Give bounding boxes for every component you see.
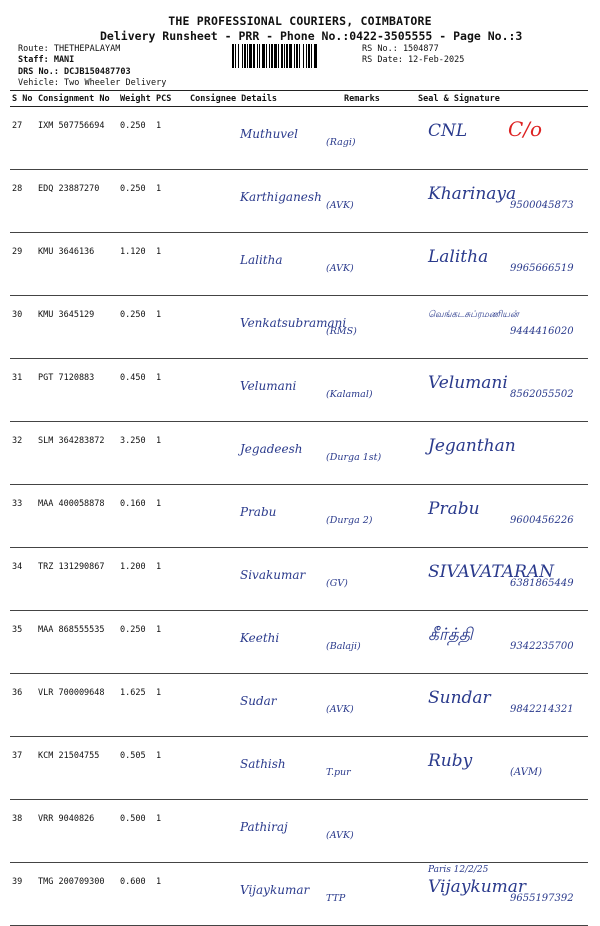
consignee-details (188, 422, 342, 485)
consignee-name: Velumani (240, 379, 297, 393)
consignee-name: Sathish (240, 757, 286, 771)
remarks (326, 296, 398, 359)
table-row (10, 737, 588, 800)
consignee-details (188, 485, 342, 548)
consignee-name: Karthiganesh (240, 190, 322, 204)
signature-text: Velumani (428, 373, 508, 393)
consignee-details (188, 737, 342, 800)
barcode-bar (306, 44, 307, 68)
seal-signature (398, 863, 588, 926)
barcode-bar (294, 44, 295, 68)
table-row (10, 422, 588, 485)
remark-text: (AVK) (326, 200, 354, 211)
table-header-row (10, 91, 588, 107)
table-row (10, 548, 588, 611)
pieces: 1 (154, 170, 188, 233)
consignee-name: Muthuvel (240, 127, 299, 141)
consignment-number: TMG 200709300 (36, 863, 118, 926)
column-header: Remarks (342, 91, 398, 107)
barcode-bar (286, 44, 288, 68)
weight: 0.250 (118, 296, 154, 359)
barcode-bar (269, 44, 270, 68)
consignee-name: Keethi (240, 631, 280, 645)
consignee-name: Jegadeesh (240, 442, 303, 456)
pieces: 1 (154, 674, 188, 737)
remark-text: (Ragi) (326, 137, 356, 148)
remarks (326, 485, 398, 548)
serial-number: 35 (10, 611, 36, 674)
weight: 0.250 (118, 611, 154, 674)
seal-signature (398, 107, 588, 170)
barcode-bar (242, 44, 243, 68)
table-row (10, 611, 588, 674)
seal-signature (398, 359, 588, 422)
pieces: 1 (154, 485, 188, 548)
consignee-name: Venkatsubramani (240, 316, 347, 330)
seal-signature (398, 233, 588, 296)
consignee-details (188, 359, 342, 422)
signature-text: வெங்கடசுப்ரமணியன் (428, 310, 519, 320)
signature-text: Lalitha (428, 247, 489, 267)
table-row (10, 296, 588, 359)
serial-number: 27 (10, 107, 36, 170)
pieces: 1 (154, 107, 188, 170)
serial-number: 30 (10, 296, 36, 359)
pieces: 1 (154, 863, 188, 926)
drs-number: DRS No.: DCJB150487703 (18, 67, 131, 77)
remark-text: (Durga 2) (326, 515, 373, 526)
consignment-number: SLM 364283872 (36, 422, 118, 485)
pieces: 1 (154, 737, 188, 800)
seal-signature (398, 548, 588, 611)
weight: 3.250 (118, 422, 154, 485)
table-row (10, 800, 588, 863)
weight: 0.505 (118, 737, 154, 800)
remarks (326, 674, 398, 737)
remark-text: T.pur (326, 767, 351, 778)
remarks (326, 107, 398, 170)
table-row (10, 863, 588, 926)
barcode-bar (303, 44, 304, 68)
barcode-bar (281, 44, 283, 68)
pieces: 1 (154, 296, 188, 359)
barcode (232, 44, 356, 68)
signature-date: Paris 12/2/25 (428, 865, 489, 875)
signature-text: Jeganthan (428, 436, 516, 456)
weight: 0.160 (118, 485, 154, 548)
consignment-number: VRR 9040826 (36, 800, 118, 863)
barcode-bar (296, 44, 298, 68)
serial-number: 36 (10, 674, 36, 737)
table-row (10, 674, 588, 737)
signature-text: Vijaykumar (428, 877, 527, 897)
barcode-bar (266, 44, 267, 68)
pieces: 1 (154, 422, 188, 485)
remarks (326, 422, 398, 485)
weight: 0.450 (118, 359, 154, 422)
remarks (326, 800, 398, 863)
seal-signature (398, 170, 588, 233)
pieces: 1 (154, 800, 188, 863)
seal-signature (398, 800, 588, 863)
consignee-details (188, 296, 347, 359)
signature-text: CNL (428, 121, 468, 141)
barcode-bar (232, 44, 234, 68)
weight: 1.625 (118, 674, 154, 737)
consignment-number: MAA 868555535 (36, 611, 118, 674)
consignee-name: Lalitha (240, 253, 283, 267)
rs-number: RS No.: 1504877 (362, 44, 439, 54)
remarks (326, 863, 398, 926)
barcode-bar (284, 44, 285, 68)
table-row (10, 107, 588, 170)
seal-signature (398, 422, 588, 485)
table-row (10, 233, 588, 296)
consignee-details (188, 611, 342, 674)
serial-number: 32 (10, 422, 36, 485)
serial-number: 31 (10, 359, 36, 422)
consignee-name: Sivakumar (240, 568, 306, 582)
signature-note: 9600456226 (510, 515, 574, 526)
consignee-name: Pathiraj (240, 820, 288, 834)
signature-text: Prabu (428, 499, 480, 519)
consignment-number: IXM 507756694 (36, 107, 118, 170)
barcode-bar (238, 44, 239, 68)
vehicle-label: Vehicle: Two Wheeler Delivery (18, 78, 167, 88)
remarks (326, 611, 398, 674)
remarks (326, 233, 398, 296)
table-row (10, 170, 588, 233)
signature-text: கீர்த்தி (428, 625, 473, 645)
pieces: 1 (154, 611, 188, 674)
consignment-number: KMU 3645129 (36, 296, 118, 359)
column-header: Seal & Signature (398, 91, 588, 107)
seal-signature (398, 485, 588, 548)
serial-number: 28 (10, 170, 36, 233)
remark-text: TTP (326, 893, 346, 904)
column-header: S No (10, 91, 36, 107)
consignment-number: PGT 7120883 (36, 359, 118, 422)
weight: 0.500 (118, 800, 154, 863)
consignee-details (188, 548, 342, 611)
runsheet-subtitle: Delivery Runsheet - PRR - Phone No.:0422-3505555 - Page No.:3 (100, 29, 523, 43)
weight: 1.200 (118, 548, 154, 611)
barcode-bar (289, 44, 292, 68)
table-row (10, 359, 588, 422)
consignee-details (188, 863, 342, 926)
weight: 1.120 (118, 233, 154, 296)
remarks (326, 359, 398, 422)
barcode-bar (278, 44, 279, 68)
barcode-bar (271, 44, 273, 68)
barcode-bar (244, 44, 246, 68)
consignee-details (188, 170, 342, 233)
consignee-name: Sudar (240, 694, 277, 708)
serial-number: 37 (10, 737, 36, 800)
seal-signature (398, 737, 588, 800)
table-row (10, 485, 588, 548)
seal-signature (398, 296, 588, 359)
remark-text: (AVK) (326, 830, 354, 841)
consignment-number: VLR 700009648 (36, 674, 118, 737)
signature-text: Sundar (428, 688, 491, 708)
barcode-bar (311, 44, 312, 68)
consignee-details (188, 107, 342, 170)
barcode-bar (247, 44, 248, 68)
barcode-bar (235, 44, 236, 68)
column-header: Consignee Details (188, 91, 342, 107)
barcode-bar (308, 44, 310, 68)
seal-signature (398, 674, 588, 737)
runsheet-table (10, 90, 588, 926)
remarks (326, 548, 398, 611)
remarks (326, 170, 398, 233)
remark-text: (AVK) (326, 704, 354, 715)
signature-text: Ruby (428, 751, 473, 771)
serial-number: 39 (10, 863, 36, 926)
consignment-number: TRZ 131290867 (36, 548, 118, 611)
remarks (326, 737, 398, 800)
signature-note: 9500045873 (510, 200, 574, 211)
consignee-name: Prabu (240, 505, 277, 519)
pieces: 1 (154, 548, 188, 611)
consignee-details (188, 674, 342, 737)
signature-note: (AVM) (510, 767, 542, 778)
barcode-bar (262, 44, 265, 68)
barcode-bar (259, 44, 260, 68)
signature-note: 6381865449 (510, 578, 574, 589)
barcode-bar (314, 44, 317, 68)
signature-note: C/o (508, 117, 543, 141)
signature-note: 9444416020 (510, 326, 574, 337)
weight: 0.600 (118, 863, 154, 926)
remark-text: (RMS) (326, 326, 357, 337)
runsheet-title: THE PROFESSIONAL COURIERS, COIMBATORE (168, 14, 432, 28)
serial-number: 34 (10, 548, 36, 611)
signature-text: Kharinaya (428, 184, 517, 204)
barcode-bar (257, 44, 258, 68)
consignee-details (188, 800, 342, 863)
remark-text: (AVK) (326, 263, 354, 274)
consignment-number: KMU 3646136 (36, 233, 118, 296)
serial-number: 29 (10, 233, 36, 296)
signature-note: 8562055502 (510, 389, 574, 400)
signature-note: 9342235700 (510, 641, 574, 652)
signature-note: 9842214321 (510, 704, 574, 715)
serial-number: 38 (10, 800, 36, 863)
weight: 0.250 (118, 170, 154, 233)
barcode-bar (299, 44, 300, 68)
weight: 0.250 (118, 107, 154, 170)
serial-number: 33 (10, 485, 36, 548)
consignment-number: MAA 400058878 (36, 485, 118, 548)
consignment-number: EDQ 23887270 (36, 170, 118, 233)
signature-note: 9655197392 (510, 893, 574, 904)
remark-text: (Balaji) (326, 641, 361, 652)
seal-signature (398, 611, 588, 674)
pieces: 1 (154, 233, 188, 296)
consignment-number: KCM 21504755 (36, 737, 118, 800)
remark-text: (Kalamal) (326, 389, 373, 400)
consignee-details (188, 233, 342, 296)
barcode-bar (274, 44, 277, 68)
column-header: Consignment No (36, 91, 118, 107)
signature-text: SIVAVATARAN (428, 562, 555, 582)
pieces: 1 (154, 359, 188, 422)
rs-date: RS Date: 12-Feb-2025 (362, 55, 465, 65)
barcode-bar (249, 44, 252, 68)
remark-text: (Durga 1st) (326, 452, 382, 463)
column-header: PCS (154, 91, 188, 107)
column-header: Weight (118, 91, 154, 107)
consignee-name: Vijaykumar (240, 883, 310, 897)
remark-text: (GV) (326, 578, 348, 589)
signature-note: 9965666519 (510, 263, 574, 274)
route-label: Route: THETHEPALAYAM (18, 44, 121, 54)
barcode-bar (253, 44, 255, 68)
staff-label: Staff: MANI (18, 55, 75, 65)
